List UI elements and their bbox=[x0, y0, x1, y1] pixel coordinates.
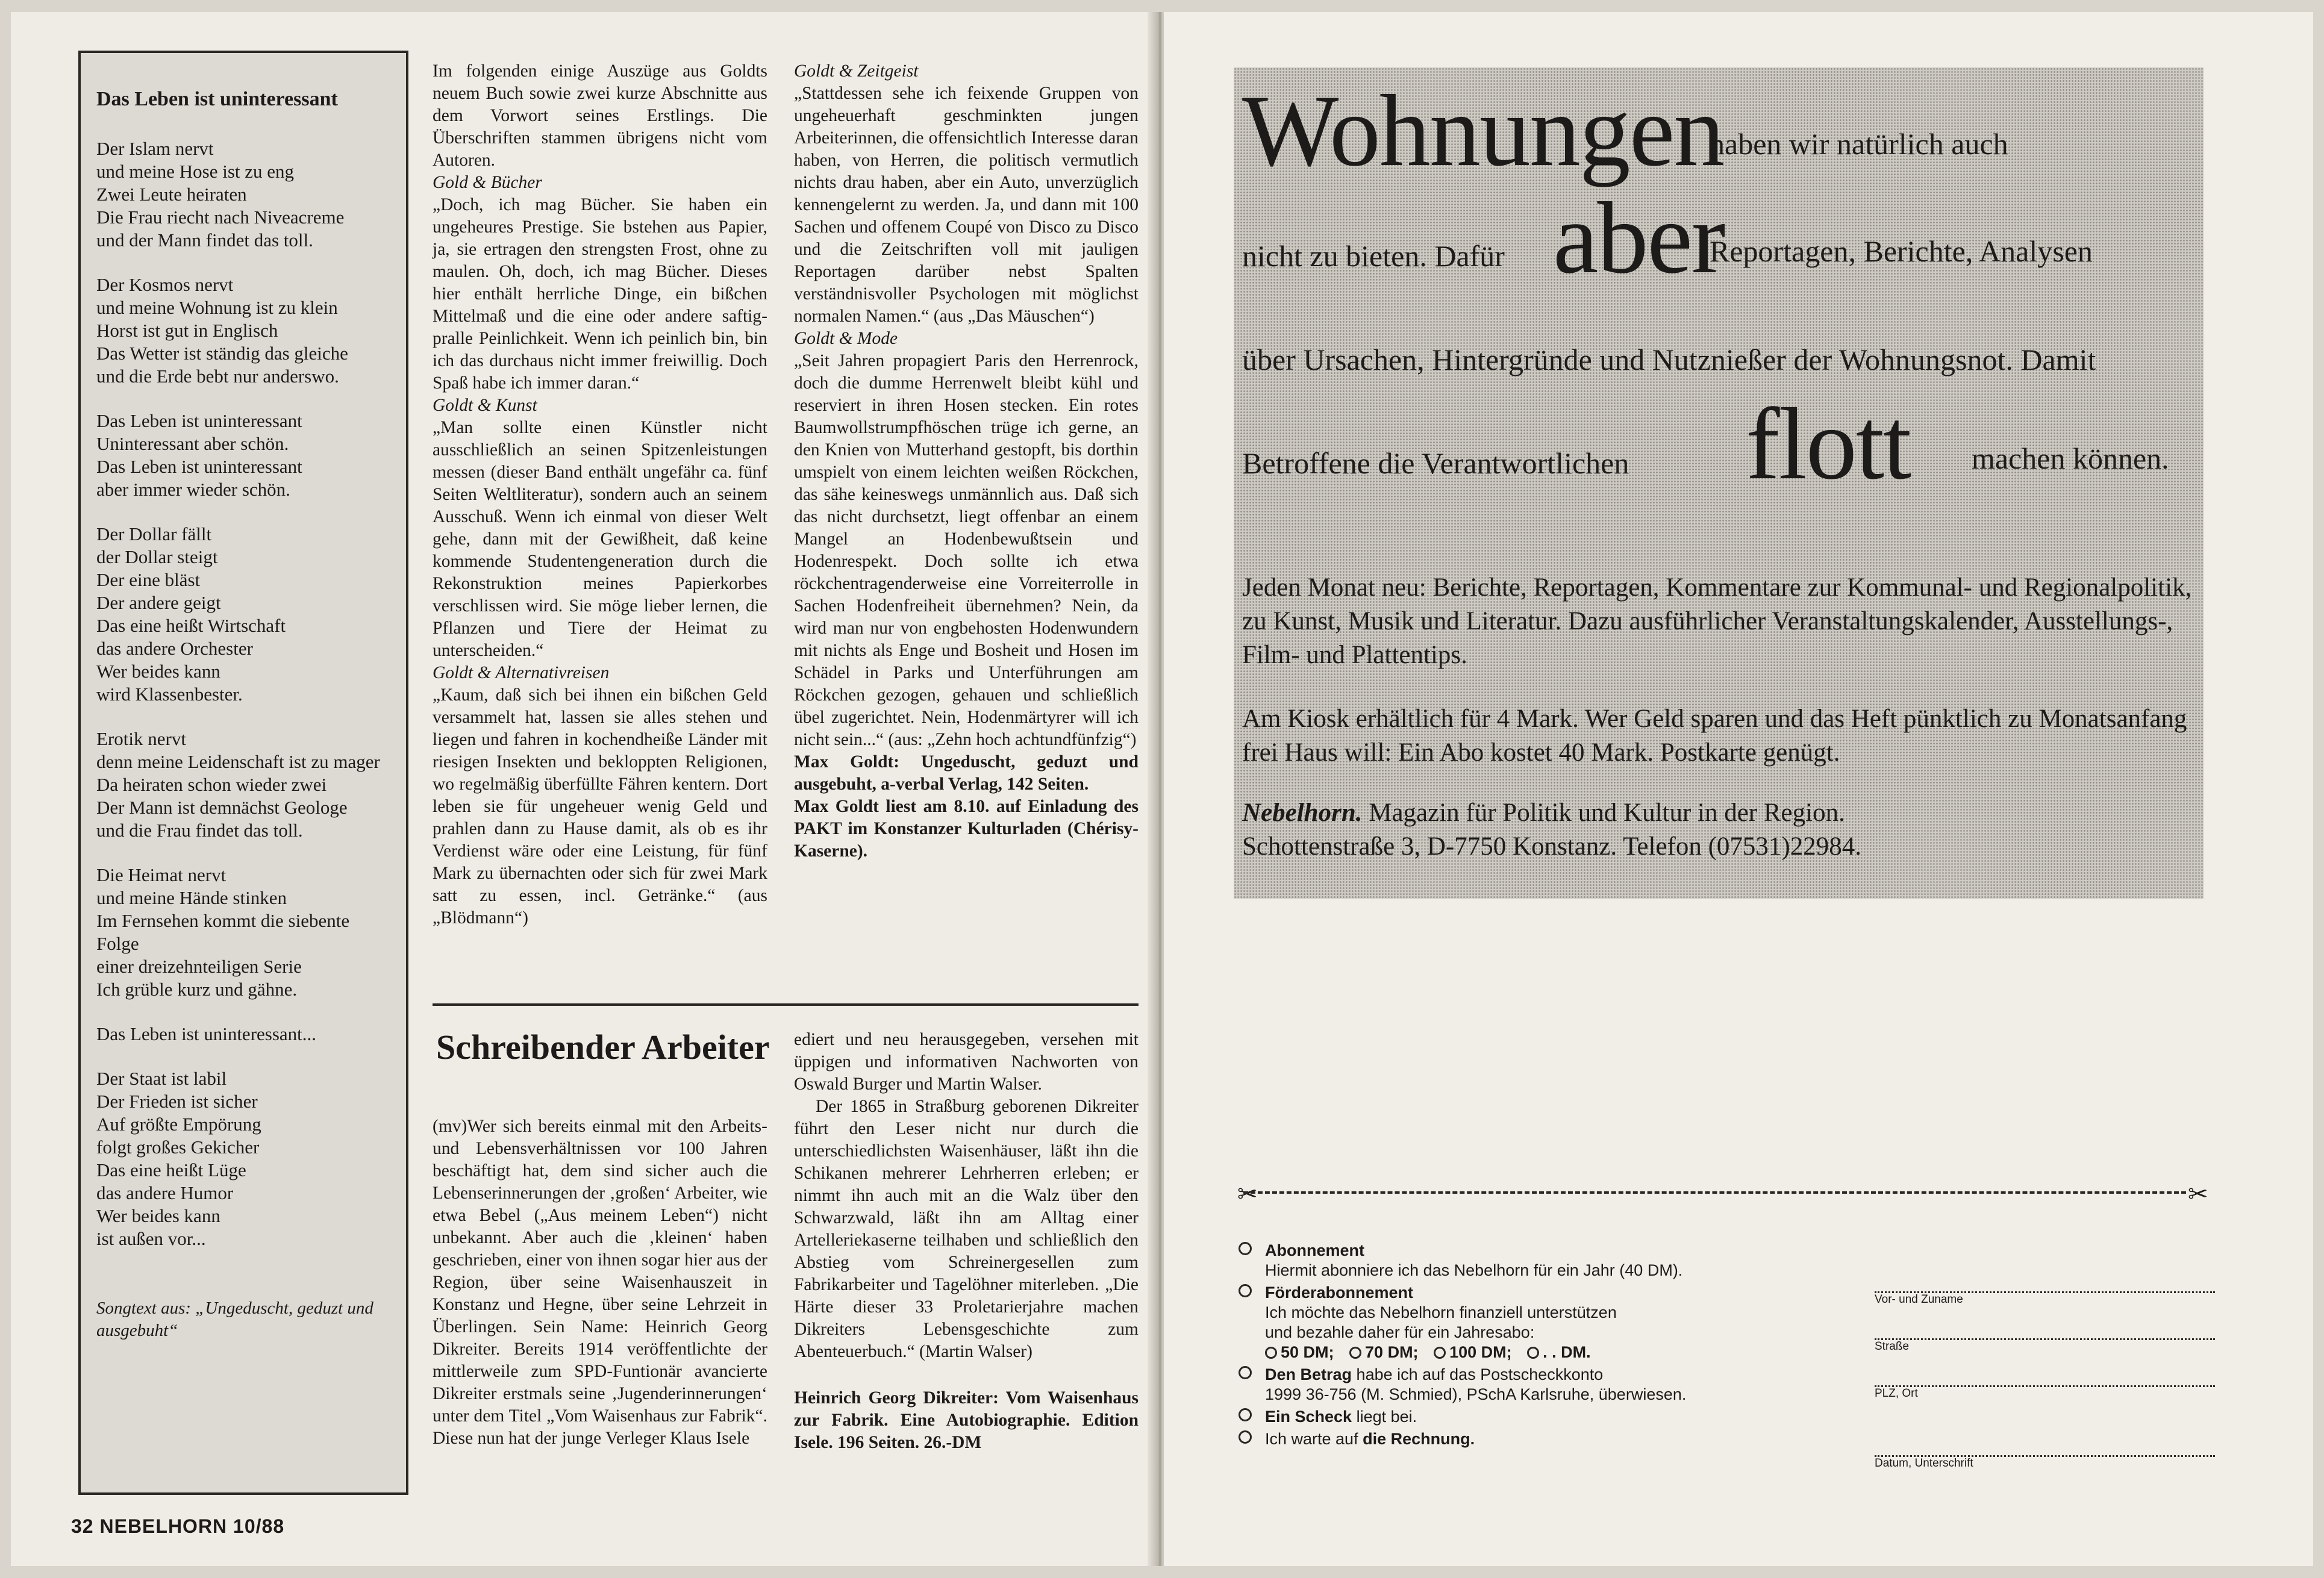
poem-stanza: Der Islam nervt und meine Hose ist zu eng Zwei Leute heiraten Die Frau riecht nach Niveacreme und der Mann findet das toll. bbox=[96, 138, 345, 251]
review-column-d bbox=[794, 1029, 1139, 1454]
section-divider bbox=[433, 1003, 1139, 1006]
poem-stanza: Der Staat ist labil Der Frieden ist sicher Auf größte Empörung folgt großes Gekicher Das eine heißt Lüge das andere Humor Wer beides kann ist außen vor... bbox=[96, 1068, 261, 1249]
quote-paragraph: „Stattdessen sehe ich feixende Gruppen von ungeheuerhaft geschminkten jungen Arbeiterinnen, die offensichtlich Interesse daran haben, von Herren, die politisch vermutlich nichts drau haben, aber ein Auto, unverzüglich kennengelernt zu werden. Ja, und dann mit 100 Sachen und offenem Coupé von Disco zu Disco und die Zeitschriften voll mit jauligen Reportagen darüber nebst Spalten verständnisvoller Psychologen mit möglichst normalen Namen.“ (aus „Das Mäuschen“) bbox=[794, 84, 1139, 326]
radio-circle-icon[interactable] bbox=[1434, 1347, 1446, 1359]
review-column-c bbox=[433, 1115, 767, 1450]
order-form bbox=[1236, 1241, 1838, 1452]
book-info: Max Goldt: Ungeduscht, geduzt und ausgebuht, a-verbal Verlag, 142 Seiten. bbox=[794, 752, 1139, 794]
section-heading: Goldt & Mode bbox=[794, 329, 898, 348]
review-title: Schreibender Arbeiter bbox=[436, 1028, 770, 1067]
street-line[interactable] bbox=[1875, 1323, 2215, 1340]
amount-label: . . DM. bbox=[1543, 1343, 1591, 1361]
goldt-column-a bbox=[433, 60, 767, 929]
option-betrag[interactable] bbox=[1236, 1365, 1838, 1405]
headline-wohnungen: Wohnungen bbox=[1242, 74, 1724, 187]
goldt-column-b bbox=[794, 60, 1139, 862]
poem-stanza: Das Leben ist uninteressant... bbox=[96, 1023, 317, 1044]
review-paragraph: (mv)Wer sich bereits einmal mit den Arbeits- und Lebensverhältnissen vor 100 Jahren beschäftigt hat, dem sind sicher auch die Lebenserinnerungen der ‚großen‘ Arbeiter, wie etwa Bebel („Aus meinem Leben“) nicht unbekannt. Aber auch die ‚kleinen‘ haben geschrieben, einer von ihnen sogar hier aus der Region, über seine Waisenhauszeit in Konstanz und Hegne, über seine Lehrzeit in Überlingen. Sein Name: Heinrich Georg Dikreiter. Bereits 1914 veröffentlichte der mittlerweile zum SPD-Funtionär avancierte Dikreiter erstmals seine ‚Jugenderinnerungen‘ unter dem Titel „Vom Waisenhaus zur Fabrik“. Diese nun hat der junge Verleger Klaus Isele bbox=[433, 1117, 767, 1448]
section-heading: Gold & Bücher bbox=[433, 173, 542, 192]
right-page bbox=[1164, 12, 2313, 1566]
signature-line[interactable] bbox=[1875, 1439, 2215, 1457]
poem-stanza: Die Heimat nervt und meine Hände stinken Im Fernsehen kommt die siebente Folge einer dreizehnteiligen Serie Ich grüble kurz und gähne. bbox=[96, 864, 350, 1000]
brand-tagline: Magazin für Politik und Kultur in der Region. bbox=[1369, 799, 1845, 827]
option-text: und bezahle daher für ein Jahresabo: bbox=[1265, 1323, 1535, 1341]
left-page bbox=[11, 12, 1154, 1566]
section-heading: Goldt & Kunst bbox=[433, 396, 537, 415]
option-text: liegt bei. bbox=[1356, 1408, 1417, 1426]
option-rechnung[interactable] bbox=[1236, 1429, 1838, 1449]
section-heading: Goldt & Zeitgeist bbox=[794, 61, 919, 81]
option-title: Abonnement bbox=[1265, 1241, 1364, 1259]
page-footer: 32 NEBELHORN 10/88 bbox=[71, 1515, 285, 1537]
option-foerderabonnement[interactable] bbox=[1236, 1283, 1838, 1362]
option-abonnement[interactable] bbox=[1236, 1241, 1838, 1280]
quote-paragraph: „Seit Jahren propagiert Paris den Herrenrock, doch die dumme Herrenwelt bleibt kühl und reserviert in ihren Hosen stecken. Ein rotes Baumwollstrumpfhöschen trüge ich gerne, an den Knien von Mutterhand gestopft, bis dorthin umspielt von einem leichten weißen Röckchen, das sähe keineswegs unmännlich aus. Daß sich das nicht durchsetzt, liegt offenbar an einem Mangel an Hodenbewußtsein und Hodenrespekt. Doch sollte ich etwa röckchentragenderweise eine Vorreiterrolle in Sachen Hodenfreiheit übernehmen? Nein, da wird man nur von engbehosten Hodenwundern mit nichts als Enge und Bosheit und Hosen im Schädel in Parks und Unterführungen am Röckchen gezogen, gehauen und schließlich übel zugerichtet. Nein, Hodenmärtyrer will ich nicht sein...“ (aus: „Zehn hoch achtundfünfzig“) bbox=[794, 351, 1139, 749]
radio-circle-icon[interactable] bbox=[1239, 1366, 1252, 1379]
headline-phrase: Reportagen, Berichte, Analysen bbox=[1710, 234, 2093, 268]
name-line[interactable] bbox=[1875, 1276, 2215, 1293]
reading-info: Max Goldt liest am 8.10. auf Einladung des PAKT im Konstanzer Kulturladen (Chérisy-Kaserne). bbox=[794, 797, 1139, 861]
ad-contact bbox=[1242, 796, 2200, 864]
brand-name: Nebelhorn. bbox=[1242, 799, 1363, 827]
radio-circle-icon[interactable] bbox=[1239, 1242, 1252, 1255]
amount-label: 50 DM; bbox=[1281, 1343, 1334, 1361]
poem-source: Songtext aus: „Ungeduscht, geduzt und ausgebuht“ bbox=[96, 1299, 373, 1340]
option-text: habe ich auf das Postscheckkonto bbox=[1356, 1365, 1604, 1383]
field-city[interactable] bbox=[1875, 1370, 2215, 1400]
headline-phrase: machen können. bbox=[1972, 441, 2169, 475]
option-text: Ich warte auf bbox=[1265, 1430, 1358, 1448]
poem-title: Das Leben ist uninteressant bbox=[96, 88, 338, 110]
poem-stanza: Der Kosmos nervt und meine Wohnung ist zu klein Horst ist gut in Englisch Das Wetter ist ständig das gleiche und die Erde bebt nur anderswo. bbox=[96, 274, 348, 387]
option-text: 1999 36-756 (M. Schmied), PSchA Karlsruhe, überwiesen. bbox=[1265, 1385, 1687, 1403]
field-label: PLZ, Ort bbox=[1875, 1387, 1918, 1400]
scissors-icon: ✂ bbox=[1237, 1180, 1258, 1208]
quote-paragraph: „Kaum, daß sich bei ihnen ein bißchen Geld versammelt hat, lassen sie alles stehen und liegen und fahren in kochendheiße Länder mit riesigen Insekten und bekloppten Religionen, wo regelmäßig überfüllte Fähren kentern. Dort leben sie für ungeheuer wenig Geld und prahlen dann zu Hause damit, als ob es ihr Verdienst wäre oder eine Leistung, für fünf Mark zu übernachten oder sich für zwei Mark satt zu essen, incl. Getränke.“ (aus „Blödmann“) bbox=[433, 685, 767, 928]
poem-stanza: Erotik nervt denn meine Leidenschaft ist zu mager Da heiraten schon wieder zwei Der Mann ist demnächst Geologe und die Frau findet das toll. bbox=[96, 728, 380, 841]
radio-circle-icon[interactable] bbox=[1527, 1347, 1539, 1359]
headline-phrase: über Ursachen, Hintergründe und Nutznießer der Wohnungsnot. Damit bbox=[1242, 343, 2096, 376]
option-scheck[interactable] bbox=[1236, 1407, 1838, 1427]
amount-options bbox=[1265, 1343, 1602, 1361]
review-paragraph: ediert und neu herausgegeben, versehen mit üppigen und informativen Nachworten von Oswald Burger und Martin Walser. bbox=[794, 1030, 1139, 1094]
poem-box bbox=[78, 51, 408, 1495]
headline-phrase: Betroffene die Verantwortlichen bbox=[1242, 446, 1629, 480]
subscription-ad bbox=[1234, 67, 2204, 899]
review-book-info: Heinrich Georg Dikreiter: Vom Waisenhaus zur Fabrik. Eine Autobiographie. Edition Isele. 196 Seiten. 26.-DM bbox=[794, 1388, 1139, 1452]
ad-paragraph: Jeden Monat neu: Berichte, Reportagen, Kommentare zur Kommunal- und Regionalpolitik, zu Kunst, Musik und Literatur. Dazu ausführlicher Veranstaltungskalender, Ausstellungs-, Film- und Plattentips. bbox=[1242, 573, 2192, 669]
option-title: die Rechnung. bbox=[1363, 1430, 1475, 1448]
option-title: Förderabonnement bbox=[1265, 1283, 1414, 1302]
option-title: Ein Scheck bbox=[1265, 1408, 1352, 1426]
review-paragraph: Der 1865 in Straßburg geborenen Dikreiter führt den Leser nicht nur durch die unterschiedlichsten Waisenhäuser, läßt ihn die Schikanen mehrerer Lehrherren erleben; er nimmt ihn auch mit an die Walz über den Schwarzwald, läßt ihn am Alltag einer Artelleriekaserne teilhaben und schließlich den Abstieg vom Schreinergesellen zum Fabrikarbeiter und Tagelöhner miterleben. „Die Härte dieser 33 Proletarierjahre machen Dikreiters Lebensgeschichte zum Abenteuerbuch.“ (Martin Walser) bbox=[794, 1097, 1139, 1361]
headline-flott: flott bbox=[1746, 387, 1911, 501]
field-label: Straße bbox=[1875, 1340, 1910, 1353]
field-signature[interactable] bbox=[1875, 1439, 2215, 1470]
option-text: Hiermit abonniere ich das Nebelhorn für ein Jahr (40 DM). bbox=[1265, 1261, 1683, 1279]
option-title: Den Betrag bbox=[1265, 1365, 1352, 1383]
radio-circle-icon[interactable] bbox=[1265, 1347, 1277, 1359]
publisher-address: Schottenstraße 3, D-7750 Konstanz. Telefon (07531)22984. bbox=[1242, 832, 1861, 861]
quote-paragraph: „Doch, ich mag Bücher. Sie haben ein ungeheures Prestige. Sie bstehen aus Papier, ja, sie ertragen den strengsten Frost, ohne zu maulen. Oh, doch, ich mag Bücher. Dieses hier enthält herrliche Dinge, ein bißchen Mittelmaß und die eine oder andere saftig-pralle Peinlichkeit. Wenn ich peinlich bin, bin ich das durchaus nicht immer freiwillig. Doch Spaß habe ich immer daran.“ bbox=[433, 195, 767, 393]
radio-circle-icon[interactable] bbox=[1349, 1347, 1361, 1359]
scissors-icon: ✂ bbox=[2188, 1180, 2208, 1208]
cut-line bbox=[1243, 1191, 2186, 1194]
amount-label: 100 DM; bbox=[1449, 1343, 1512, 1361]
radio-circle-icon[interactable] bbox=[1239, 1284, 1252, 1297]
quote-paragraph: „Man sollte einen Künstler nicht ausschließlich an seinen Spitzenleistungen messen (dieser Band enthält ungefähr ca. fünf Seiten Weltliteratur), sondern auch an seinem Ausschuß. Wenn ich einmal von dieser Welt gehe, dann mit der Gewißheit, daß keine kommende Studentengeneration durch die Rekonstruktion meines Papierkorbes verschlissen wird. Sie möge lieber lernen, die Pflanzen und Tiere der Heimat zu unterscheiden.“ bbox=[433, 418, 767, 660]
radio-circle-icon[interactable] bbox=[1239, 1408, 1252, 1421]
amount-label: 70 DM; bbox=[1365, 1343, 1419, 1361]
radio-circle-icon[interactable] bbox=[1239, 1430, 1252, 1444]
headline-aber: aber bbox=[1553, 181, 1725, 295]
city-line[interactable] bbox=[1875, 1370, 2215, 1387]
field-name[interactable] bbox=[1875, 1276, 2215, 1306]
headline-phrase: nicht zu bieten. Dafür bbox=[1242, 239, 1505, 273]
field-label: Datum, Unterschrift bbox=[1875, 1457, 1973, 1470]
field-label: Vor- und Zuname bbox=[1875, 1293, 1963, 1306]
field-street[interactable] bbox=[1875, 1323, 2215, 1353]
poem-stanza: Der Dollar fällt der Dollar steigt Der eine bläst Der andere geigt Das eine heißt Wirtschaft das andere Orchester Wer beides kann wird Klassenbester. bbox=[96, 523, 286, 705]
ad-paragraph: Am Kiosk erhältlich für 4 Mark. Wer Geld sparen und das Heft pünktlich zu Monatsanfang frei Haus will: Ein Abo kostet 40 Mark. Postkarte genügt. bbox=[1242, 705, 2187, 767]
poem-stanza: Das Leben ist uninteressant Uninteressant aber schön. Das Leben ist uninteressant aber immer wieder schön. bbox=[96, 410, 302, 500]
headline-phrase: haben wir natürlich auch bbox=[1710, 127, 2008, 161]
section-heading: Goldt & Alternativreisen bbox=[433, 663, 610, 682]
option-text: Ich möchte das Nebelhorn finanziell unterstützen bbox=[1265, 1303, 1617, 1321]
intro-paragraph: Im folgenden einige Auszüge aus Goldts neuem Buch sowie zwei kurze Abschnitte aus dem Vorwort seines Erstlings. Die Überschriften stammen übrigens nicht vom Autoren. bbox=[433, 61, 767, 170]
